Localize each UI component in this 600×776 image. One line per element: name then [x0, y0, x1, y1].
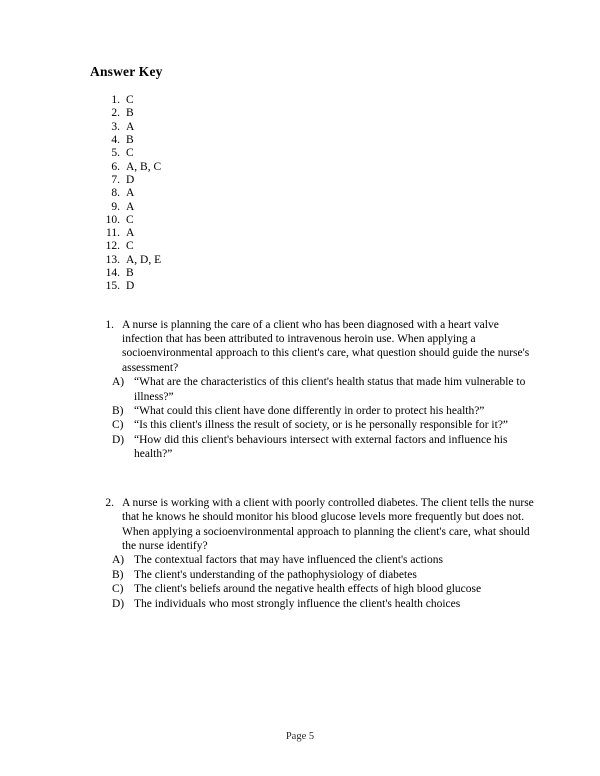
option-text: “What are the characteristics of this client's health status that made him vulnerable to illness?” [134, 376, 526, 403]
answer-key-item-answer: B [126, 107, 134, 120]
answer-key-item-answer: B [126, 267, 134, 280]
question-head [90, 318, 537, 376]
answer-key-item-number: 8. [111, 187, 120, 200]
answer-key-item [90, 254, 537, 267]
answer-key-item-number: 14. [105, 267, 120, 280]
answer-key-item-answer: A, D, E [126, 253, 162, 266]
answer-key-item-number: 10. [105, 213, 120, 226]
answer-key-item-number: 4. [111, 134, 120, 147]
answer-key-item-number: 15. [105, 280, 120, 293]
answer-key-item-answer: C [126, 147, 134, 160]
answer-key-item-number: 6. [111, 160, 120, 173]
answer-key-item [90, 121, 537, 134]
answer-key-item-answer: A [126, 187, 135, 200]
answer-key-item [90, 107, 537, 120]
question-option[interactable] [90, 433, 537, 462]
option-text: The client's understanding of the pathophysiology of diabetes [134, 568, 417, 581]
question-option[interactable] [90, 418, 537, 432]
option-label: C) [112, 583, 124, 596]
answer-key-item-number: 13. [105, 253, 120, 266]
answer-key-item [90, 187, 537, 200]
answer-key-item-number: 7. [111, 173, 120, 186]
question-number: 2. [105, 496, 114, 509]
answer-key-item-answer: D [126, 280, 135, 293]
answer-key-item-answer: A [126, 200, 135, 213]
answer-key-item [90, 161, 537, 174]
answer-key-item-answer: A, B, C [126, 160, 162, 173]
option-label: B) [112, 568, 124, 581]
answer-key-item [90, 201, 537, 214]
page-footer: Page 5 [285, 731, 315, 742]
answer-key-item-answer: C [126, 94, 134, 107]
answer-key-item-answer: C [126, 213, 134, 226]
answer-key-item-number: 2. [111, 107, 120, 120]
answer-key-item [90, 267, 537, 280]
answer-key-item-answer: D [126, 173, 135, 186]
answer-key-item-number: 3. [111, 120, 120, 133]
question-number: 1. [105, 318, 114, 331]
option-label: C) [112, 419, 124, 432]
question-head [90, 496, 537, 554]
answer-key-item-number: 11. [106, 227, 120, 240]
option-text: The individuals who most strongly influence the client's health choices [134, 597, 461, 610]
option-text: “What could this client have done differently in order to protect his health?” [134, 405, 485, 418]
answer-key-item [90, 134, 537, 147]
question-option[interactable] [90, 553, 537, 567]
question-option[interactable] [90, 375, 537, 404]
answer-key-item-number: 1. [111, 94, 120, 107]
question-stem: A nurse is planning the care of a client who has been diagnosed with a heart valve infection that has been attributed to intravenous heroin use. When applying a socioenvironmental approach to this client's care, what question should guide the nurse's assessment? [122, 318, 530, 374]
answer-key-list [90, 94, 537, 293]
answer-key-item-number: 5. [111, 147, 120, 160]
answer-key-item-number: 9. [111, 200, 120, 213]
answer-key-item [90, 280, 537, 293]
option-text: “How did this client's behaviours intersect with external factors and influence his health?” [134, 433, 508, 461]
question-options [90, 553, 537, 611]
option-label: A) [112, 554, 125, 567]
option-label: B) [112, 405, 124, 418]
answer-key-item-answer: C [126, 240, 134, 253]
answer-key-item-number: 12. [105, 240, 120, 253]
answer-key-item [90, 94, 537, 107]
option-text: “Is this client's illness the result of society, or is he personally responsible for it?” [134, 419, 509, 432]
answer-key-item [90, 147, 537, 160]
option-label: D) [112, 597, 125, 610]
question-block [90, 496, 537, 611]
answer-key-item [90, 214, 537, 227]
answer-key-item [90, 240, 537, 253]
question-stem: A nurse is working with a client with poorly controlled diabetes. The client tells the nurse that he knows he should monitor his blood glucose levels more frequently but does not. When applying a socioenvironmental approach to planning the client's care, what should the nurse identify? [122, 496, 534, 552]
question-option[interactable] [90, 597, 537, 611]
question-option[interactable] [90, 568, 537, 582]
option-text: The client's beliefs around the negative health effects of high blood glucose [134, 583, 482, 596]
answer-key-item [90, 174, 537, 187]
option-label: A) [112, 376, 125, 389]
page-title: Answer Key [90, 64, 163, 79]
answer-key-item [90, 227, 537, 240]
option-text: The contextual factors that may have influenced the client's actions [134, 554, 443, 567]
answer-key-item-answer: A [126, 227, 135, 240]
page-content [90, 64, 537, 611]
option-label: D) [112, 433, 125, 446]
question-option[interactable] [90, 404, 537, 418]
question-options [90, 375, 537, 461]
answer-key-item-answer: B [126, 134, 134, 147]
questions-section [90, 318, 537, 611]
question-option[interactable] [90, 582, 537, 596]
answer-key-item-answer: A [126, 120, 135, 133]
question-block [90, 318, 537, 462]
